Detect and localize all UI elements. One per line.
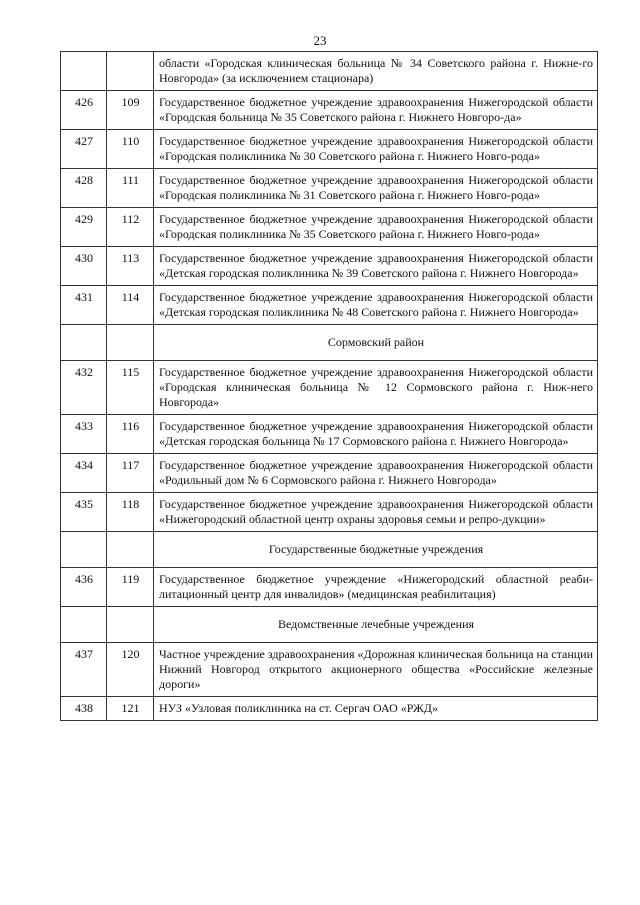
institution-number-cell: 116 [107,415,154,454]
table-row [61,361,598,415]
table-row [61,415,598,454]
section-heading: Государственные бюджетные учреждения [154,532,598,568]
institution-number-cell [107,52,154,91]
institution-name-cell: Государственное бюджетное учреждение здравоохранения Нижегородской области «Детская городская поликлиника № 39 Советского района г. Нижнего Новгорода» [154,247,598,286]
institution-number-cell: 120 [107,643,154,697]
row-number-cell: 433 [61,415,107,454]
section-row [61,325,598,361]
table-row [61,697,598,721]
row-number-cell: 430 [61,247,107,286]
table-row [61,493,598,532]
institution-number-cell: 112 [107,208,154,247]
institution-name-cell: Государственное бюджетное учреждение здравоохранения Нижегородской области «Детская городская поликлиника № 48 Советского района г. Нижнего Новгорода» [154,286,598,325]
table-row [61,169,598,208]
table-row [61,247,598,286]
institution-name-cell: Государственное бюджетное учреждение «Нижегородский областной реаби-литационный центр для инвалидов» (медицинская реабилитация) [154,568,598,607]
row-number-cell [61,607,107,643]
institution-number-cell: 118 [107,493,154,532]
section-heading: Ведомственные лечебные учреждения [154,607,598,643]
table-row [61,454,598,493]
institution-name-cell: Частное учреждение здравоохранения «Дорожная клиническая больница на станции Нижний Новгород открытого акционерного общества «Российские железные дороги» [154,643,598,697]
row-number-cell: 431 [61,286,107,325]
institution-name-cell: Государственное бюджетное учреждение здравоохранения Нижегородской области «Детская городская больница № 17 Сормовского района г. Нижнего Новгорода» [154,415,598,454]
row-number-cell: 436 [61,568,107,607]
institution-number-cell: 113 [107,247,154,286]
institutions-table-body [61,52,598,721]
table-row [61,286,598,325]
row-number-cell [61,325,107,361]
institution-number-cell: 119 [107,568,154,607]
institution-name-cell: Государственное бюджетное учреждение здравоохранения Нижегородской области «Городская поликлиника № 35 Советского района г. Нижнего Новго-рода» [154,208,598,247]
page-number: 23 [313,33,327,48]
institution-name-cell: Государственное бюджетное учреждение здравоохранения Нижегородской области «Городская клиническая больница № 12 Сормовского района г. Ниж-него Новгорода» [154,361,598,415]
institution-number-cell: 109 [107,91,154,130]
institution-name-cell: Государственное бюджетное учреждение здравоохранения Нижегородской области «Городская поликлиника № 31 Советского района г. Нижнего Новго-рода» [154,169,598,208]
row-number-cell: 427 [61,130,107,169]
institution-number-cell [107,325,154,361]
row-number-cell: 432 [61,361,107,415]
table-row [61,130,598,169]
institution-number-cell: 121 [107,697,154,721]
institution-number-cell: 115 [107,361,154,415]
institution-name-cell: Государственное бюджетное учреждение здравоохранения Нижегородской области «Нижегородский областной центр охраны здоровья семьи и репро-дукции» [154,493,598,532]
table-row [61,568,598,607]
row-number-cell: 434 [61,454,107,493]
institution-number-cell [107,532,154,568]
row-number-cell: 438 [61,697,107,721]
table-row [61,91,598,130]
institution-name-cell: Государственное бюджетное учреждение здравоохранения Нижегородской области «Родильный дом № 6 Сормовского района г. Нижнего Новгорода» [154,454,598,493]
section-heading: Сормовский район [154,325,598,361]
row-number-cell [61,52,107,91]
section-row [61,607,598,643]
table-row [61,52,598,91]
institution-number-cell: 117 [107,454,154,493]
table-row [61,643,598,697]
row-number-cell: 428 [61,169,107,208]
table-row [61,208,598,247]
institution-number-cell: 110 [107,130,154,169]
institution-name-cell: Государственное бюджетное учреждение здравоохранения Нижегородской области «Городская больница № 35 Советского района г. Нижнего Новгоро-да» [154,91,598,130]
row-number-cell: 435 [61,493,107,532]
institution-name-cell: Государственное бюджетное учреждение здравоохранения Нижегородской области «Городская поликлиника № 30 Советского района г. Нижнего Новго-рода» [154,130,598,169]
institution-name-cell: НУЗ «Узловая поликлиника на ст. Сергач ОАО «РЖД» [154,697,598,721]
row-number-cell [61,532,107,568]
institution-number-cell [107,607,154,643]
institution-number-cell: 111 [107,169,154,208]
institution-name-cell: области «Городская клиническая больница № 34 Советского района г. Нижне-го Новгорода» (за исключением стационара) [154,52,598,91]
section-row [61,532,598,568]
row-number-cell: 426 [61,91,107,130]
institutions-table [60,51,598,721]
row-number-cell: 429 [61,208,107,247]
row-number-cell: 437 [61,643,107,697]
institution-number-cell: 114 [107,286,154,325]
